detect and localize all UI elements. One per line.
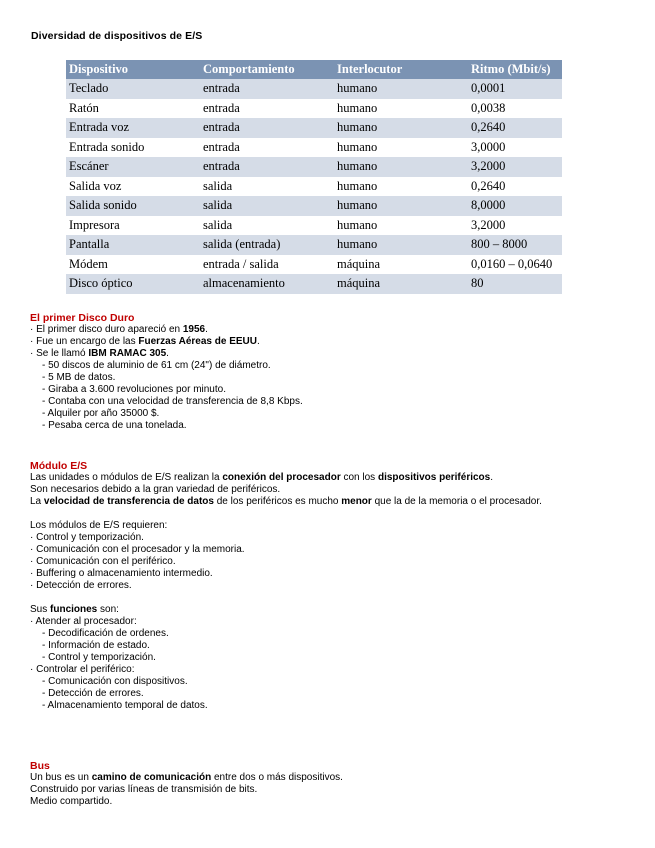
sub-list-item: - Detección de errores. xyxy=(42,688,144,699)
cell-device: Disco óptico xyxy=(66,274,200,294)
text: . xyxy=(490,472,494,483)
text: Las unidades o módulos de E/S realizan la xyxy=(30,472,223,483)
list-item xyxy=(30,324,630,336)
cell-device: Salida voz xyxy=(66,177,200,197)
text: son: xyxy=(97,604,119,615)
bold-text: velocidad de transferencia de datos xyxy=(43,496,214,507)
list-item: · Detección de errores. xyxy=(30,580,132,591)
sub-list-item: - 50 discos de aluminio de 61 cm (24") de diámetro. xyxy=(42,360,271,371)
list-item: · Controlar el periférico: xyxy=(30,664,135,675)
section-modulo-es xyxy=(30,460,630,712)
table-row xyxy=(66,177,562,197)
bold-text: dispositivos periféricos xyxy=(377,472,491,483)
spacer xyxy=(30,592,630,604)
sub-list-item: - Almacenamiento temporal de datos. xyxy=(42,700,208,711)
sub-list-item: - Pesaba cerca de una tonelada. xyxy=(42,420,187,431)
section-disco-duro xyxy=(30,312,630,432)
sub-list-item: - Información de estado. xyxy=(42,640,150,651)
cell-device: Escáner xyxy=(66,157,200,177)
list-item xyxy=(30,336,630,348)
cell-rate: 3,2000 xyxy=(468,157,562,177)
list-item: · Buffering o almacenamiento intermedio. xyxy=(30,568,213,579)
sub-list-item: - Decodificación de ordenes. xyxy=(42,628,169,639)
cell-partner: humano xyxy=(334,235,468,255)
list-item: · Control y temporización. xyxy=(30,532,144,543)
text: Sus xyxy=(30,604,51,615)
paragraph xyxy=(30,472,630,484)
paragraph: Son necesarios debido a la gran variedad de periféricos. xyxy=(30,484,281,495)
paragraph: Medio compartido. xyxy=(30,796,113,807)
header-interlocutor: Interlocutor xyxy=(334,60,468,79)
table-row xyxy=(66,255,562,275)
table-row xyxy=(66,196,562,216)
text: · Fue un encargo de las xyxy=(30,336,139,347)
cell-device: Pantalla xyxy=(66,235,200,255)
sub-list-item: - Comunicación con dispositivos. xyxy=(42,676,188,687)
sub-list-item: - Alquiler por año 35000 $. xyxy=(42,408,160,419)
header-dispositivo: Dispositivo xyxy=(66,60,200,79)
bold-text: conexión del procesador xyxy=(222,472,341,483)
cell-behavior: entrada xyxy=(200,99,334,119)
cell-rate: 0,2640 xyxy=(468,177,562,197)
table-row xyxy=(66,157,562,177)
cell-device: Entrada sonido xyxy=(66,138,200,158)
io-devices-table xyxy=(66,60,562,294)
bold-text: Fuerzas Aéreas de EEUU xyxy=(138,336,257,347)
section-bus xyxy=(30,760,630,808)
spacer xyxy=(30,508,630,520)
text: que la de la memoria o el procesador. xyxy=(371,496,542,507)
cell-partner: máquina xyxy=(334,274,468,294)
cell-partner: humano xyxy=(334,138,468,158)
paragraph xyxy=(30,772,630,784)
cell-rate: 3,2000 xyxy=(468,216,562,236)
list-item: · Comunicación con el procesador y la memoria. xyxy=(30,544,245,555)
text: · Se le llamó xyxy=(30,348,89,359)
bold-text: camino de comunicación xyxy=(91,772,212,783)
list-item xyxy=(30,348,630,360)
cell-behavior: salida xyxy=(200,196,334,216)
paragraph: Los módulos de E/S requieren: xyxy=(30,520,168,531)
cell-rate: 0,2640 xyxy=(468,118,562,138)
bold-text: funciones xyxy=(50,604,98,615)
cell-device: Teclado xyxy=(66,79,200,99)
cell-behavior: entrada / salida xyxy=(200,255,334,275)
text: entre dos o más dispositivos. xyxy=(211,772,343,783)
cell-partner: humano xyxy=(334,216,468,236)
table-row xyxy=(66,216,562,236)
table-row xyxy=(66,99,562,119)
document-title: Diversidad de dispositivos de E/S xyxy=(31,30,203,42)
cell-behavior: entrada xyxy=(200,157,334,177)
table-row xyxy=(66,138,562,158)
cell-rate: 0,0038 xyxy=(468,99,562,119)
cell-behavior: entrada xyxy=(200,79,334,99)
heading-disco-duro: El primer Disco Duro xyxy=(30,312,135,324)
text: . xyxy=(256,336,260,347)
sub-list-item: - Control y temporización. xyxy=(42,652,156,663)
list-item: · Atender al procesador: xyxy=(30,616,137,627)
cell-behavior: salida xyxy=(200,177,334,197)
cell-device: Entrada voz xyxy=(66,118,200,138)
sub-list-item: - Contaba con una velocidad de transferencia de 8,8 Kbps. xyxy=(42,396,303,407)
cell-device: Módem xyxy=(66,255,200,275)
sub-list-item: - 5 MB de datos. xyxy=(42,372,116,383)
cell-device: Salida sonido xyxy=(66,196,200,216)
table-row xyxy=(66,118,562,138)
cell-device: Impresora xyxy=(66,216,200,236)
cell-behavior: entrada xyxy=(200,118,334,138)
text: de los periféricos es mucho xyxy=(213,496,342,507)
bold-text: menor xyxy=(341,496,372,507)
cell-rate: 3,0000 xyxy=(468,138,562,158)
text: La xyxy=(30,496,44,507)
paragraph xyxy=(30,496,630,508)
cell-partner: humano xyxy=(334,177,468,197)
table-row xyxy=(66,79,562,99)
cell-partner: humano xyxy=(334,79,468,99)
table-header-row xyxy=(66,60,562,79)
text: . xyxy=(205,324,208,335)
text: . xyxy=(166,348,169,359)
cell-rate: 8,0000 xyxy=(468,196,562,216)
cell-behavior: entrada xyxy=(200,138,334,158)
cell-partner: humano xyxy=(334,157,468,177)
cell-rate: 0,0001 xyxy=(468,79,562,99)
cell-partner: humano xyxy=(334,196,468,216)
text: Un bus es un xyxy=(30,772,92,783)
sub-list-item: - Giraba a 3.600 revoluciones por minuto. xyxy=(42,384,226,395)
heading-modulo-es: Módulo E/S xyxy=(30,460,88,472)
cell-device: Ratón xyxy=(66,99,200,119)
cell-rate: 0,0160 – 0,0640 xyxy=(468,255,562,275)
cell-partner: humano xyxy=(334,118,468,138)
table-row xyxy=(66,274,562,294)
list-item: · Comunicación con el periférico. xyxy=(30,556,176,567)
cell-partner: humano xyxy=(334,99,468,119)
heading-bus: Bus xyxy=(30,760,50,772)
cell-partner: máquina xyxy=(334,255,468,275)
cell-behavior: salida (entrada) xyxy=(200,235,334,255)
text: · El primer disco duro apareció en xyxy=(30,324,183,335)
paragraph: Construido por varias líneas de transmisión de bits. xyxy=(30,784,258,795)
table-row xyxy=(66,235,562,255)
header-ritmo: Ritmo (Mbit/s) xyxy=(468,60,562,79)
cell-behavior: salida xyxy=(200,216,334,236)
bold-text: IBM RAMAC 305 xyxy=(88,348,167,359)
text: con los xyxy=(340,472,378,483)
paragraph xyxy=(30,604,630,616)
cell-rate: 800 – 8000 xyxy=(468,235,562,255)
bold-text: 1956 xyxy=(182,324,206,335)
cell-behavior: almacenamiento xyxy=(200,274,334,294)
cell-rate: 80 xyxy=(468,274,562,294)
header-comportamiento: Comportamiento xyxy=(200,60,334,79)
